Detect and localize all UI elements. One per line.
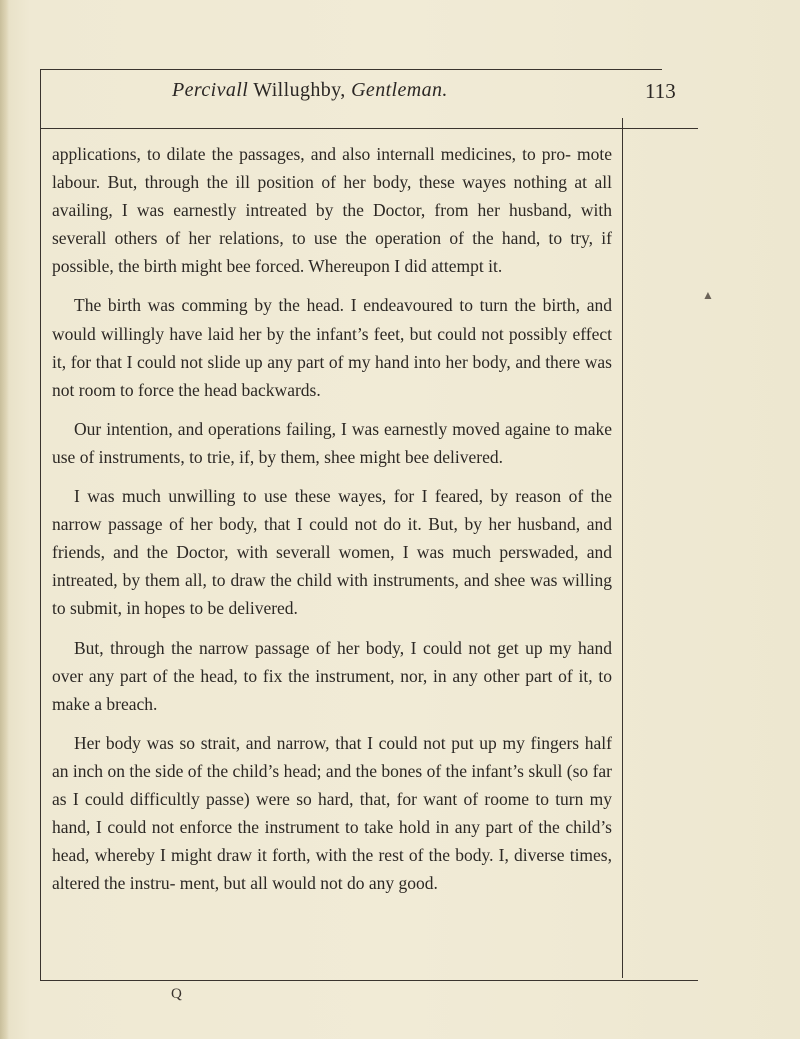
body-text [52,140,612,908]
signature-mark: Q [171,986,182,1002]
page-gutter-edge [0,0,9,1039]
paragraph-1: applications, to dilate the passages, and also internall medicines, to pro- mote labour. But, through the ill position of her body, these wayes nothing at all availing, I was earnestly intreated by the Doctor, from her husband, with severall others of her relations, to use the operation of the hand, to try, if possible, the birth might bee forced. Whereupon I did attempt it. [52,144,612,277]
left-border-rule [40,69,41,981]
right-border-rule [622,118,623,978]
paragraph-3: Our intention, and operations failing, I was earnestly moved againe to make use of instruments, to trie, if, by them, shee might bee delivered. [52,418,612,467]
top-rule [40,69,662,70]
speck-mark: ▲ [702,288,714,302]
paragraph-4: I was much unwilling to use these wayes, for I feared, by reason of the narrow passage of her body, that I could not do it. But, by her husband, and friends, and the Doctor, with severall women, I was much perswaded, and intreated, by them all, to draw the child with instruments, and shee was willing to submit, in hopes to be delivered. [52,486,612,619]
running-head-name: Percivall [172,79,249,101]
paragraph-6: Her body was so strait, and narrow, that I could not put up my fingers half an inch on the side of the child’s head; and the bones of the infant’s skull (so far as I could difficultly passe) were so hard, that, for want of roome to turn my hand, I could not enforce the instrument to take hold in any part of the child’s head, whereby I might draw it forth, with the rest of the body. I, diverse times, altered the instru- ment, but all would not do any good. [52,732,612,894]
paragraph-2: The birth was comming by the head. I endeavoured to turn the birth, and would willingly have laid her by the infant’s feet, but could not possibly effect it, for that I could not slide up any part of my hand into her body, and there was not room to force the head backwards. [52,295,612,400]
header-rule [40,128,698,129]
running-head [172,79,448,102]
running-head-title: Gentleman. [351,79,448,101]
page-number: 113 [645,79,676,103]
paragraph-5: But, through the narrow passage of her body, I could not get up my hand over any part of the head, to fix the instrument, nor, in any other part of it, to make a breach. [52,637,612,714]
bottom-rule [40,980,698,981]
running-head-surname: Willughby, [253,79,346,101]
